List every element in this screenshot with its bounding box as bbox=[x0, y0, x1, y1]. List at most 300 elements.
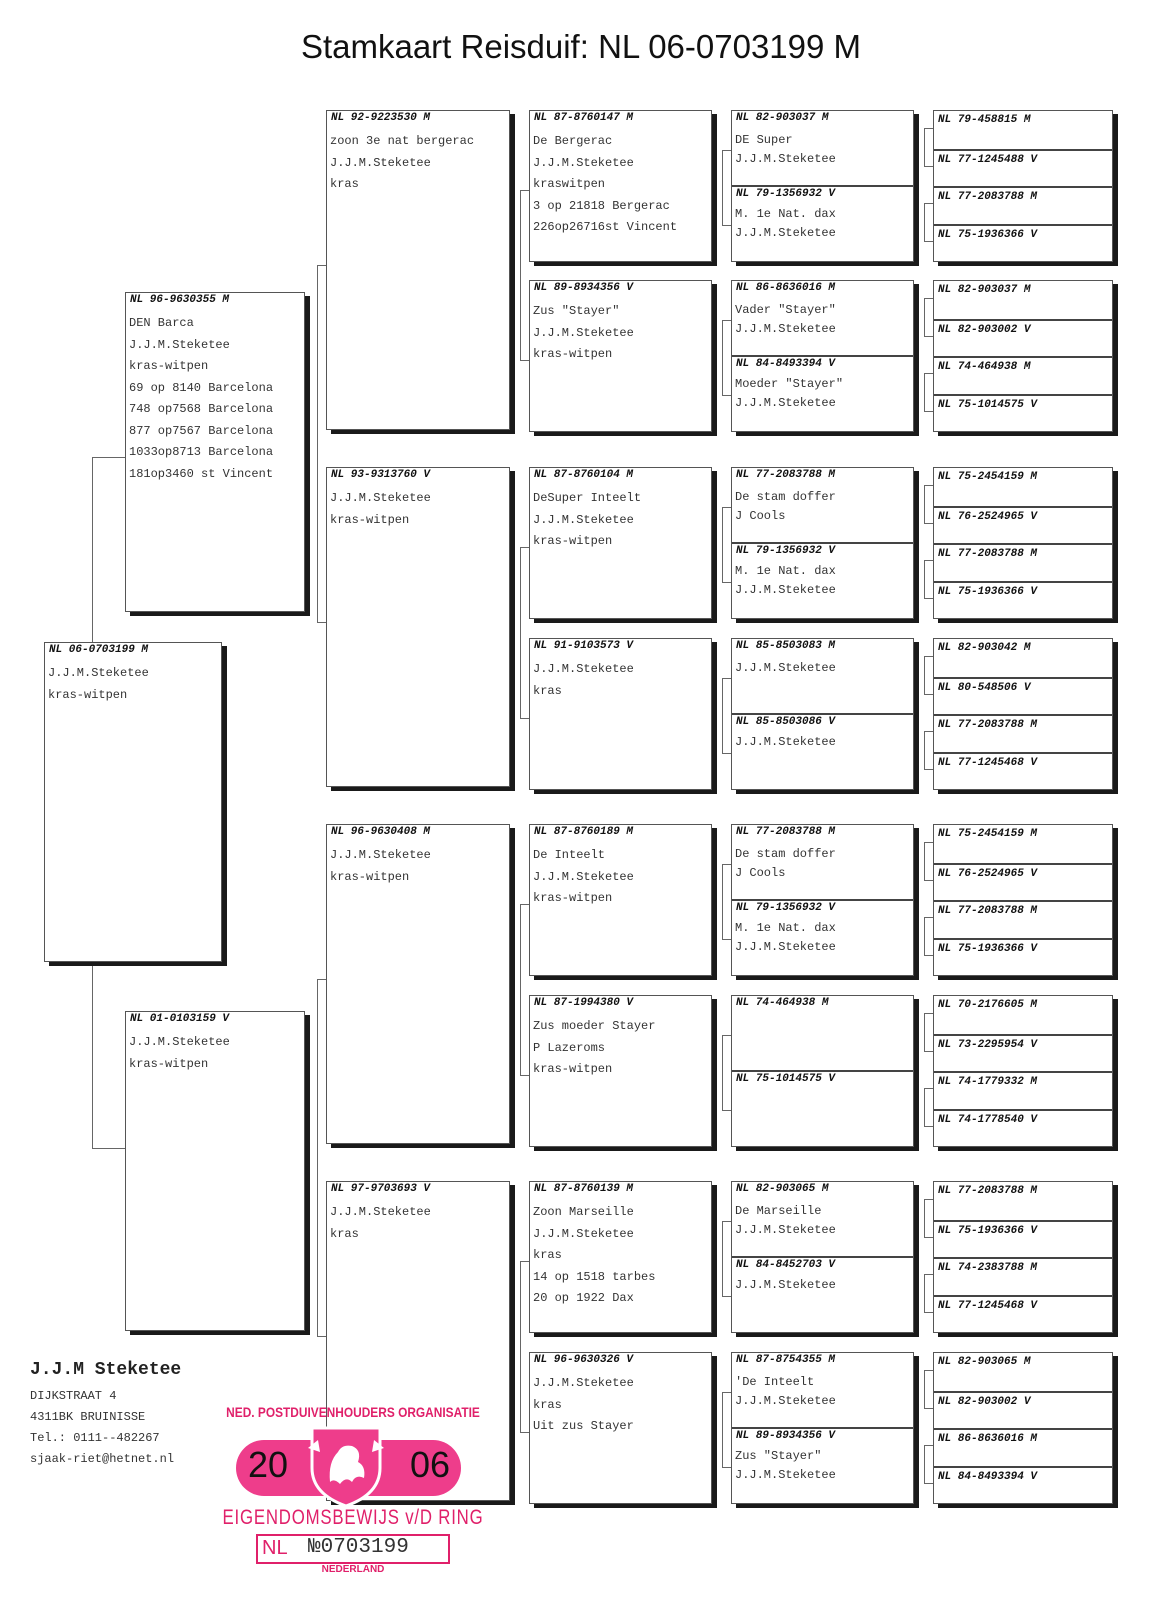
ring-number: NL 82-903002 V bbox=[938, 1395, 1031, 1408]
pigeon-card-pair-gen4 bbox=[731, 280, 914, 432]
ring-number: NL 75-1936366 V bbox=[938, 585, 1038, 598]
pigeon-half bbox=[732, 1427, 913, 1504]
pigeon-quarter bbox=[934, 1295, 1112, 1333]
pigeon-half bbox=[732, 1256, 913, 1333]
ring-number: NL 77-1245468 V bbox=[938, 1299, 1038, 1312]
connector-line bbox=[92, 962, 93, 1148]
pigeon-card-parent bbox=[125, 292, 305, 612]
pigeon-info-line: Zus "Stayer" bbox=[735, 1449, 822, 1463]
ring-number: NL 96-9630355 M bbox=[130, 294, 230, 306]
pigeon-half bbox=[732, 825, 913, 901]
pigeon-half bbox=[732, 355, 913, 432]
pigeon-info-line: De Bergerac bbox=[533, 134, 613, 148]
ring-number: NL 86-8636016 M bbox=[938, 1433, 1038, 1445]
pigeon-info-line: 1033op8713 Barcelona bbox=[129, 445, 274, 459]
pigeon-info-line: 69 op 8140 Barcelona bbox=[129, 380, 274, 395]
pigeon-info-line: P Lazeroms bbox=[533, 1040, 606, 1055]
pigeon-quarter bbox=[934, 356, 1112, 394]
ring-number: NL 74-464938 M bbox=[736, 997, 829, 1009]
ring-number: NL 89-8934356 V bbox=[736, 1430, 836, 1442]
ring-number: NL 73-2295954 V bbox=[938, 1038, 1038, 1051]
pigeon-card-great-grandparent bbox=[529, 1181, 712, 1333]
connector-line bbox=[924, 917, 933, 918]
ownership-stamp bbox=[188, 1392, 518, 1592]
pigeon-card-grandparent bbox=[326, 467, 510, 787]
connector-line bbox=[924, 1370, 925, 1408]
connector-line bbox=[924, 955, 933, 956]
ring-number: NL 06-0703199 M bbox=[49, 644, 149, 656]
pigeon-info-line: kras bbox=[533, 1397, 562, 1412]
connector-line bbox=[722, 678, 731, 679]
connector-line bbox=[722, 582, 731, 583]
pigeon-quarter bbox=[934, 1182, 1112, 1218]
pigeon-info-line: J.J.M.Steketee bbox=[533, 1376, 634, 1390]
connector-line bbox=[924, 917, 925, 955]
ring-number: NL 85-8503086 V bbox=[736, 716, 836, 728]
ring-number: NL 74-1778540 V bbox=[938, 1113, 1038, 1126]
ring-number: NL 70-2176605 M bbox=[938, 999, 1038, 1011]
pigeon-card-subject bbox=[44, 642, 222, 962]
pigeon-card-great-grandparent bbox=[529, 638, 712, 790]
connector-line bbox=[520, 1432, 529, 1433]
connector-line bbox=[722, 1221, 723, 1296]
connector-line bbox=[520, 904, 521, 1075]
ring-number: NL 74-1779332 M bbox=[938, 1076, 1038, 1088]
pigeon-half bbox=[732, 111, 913, 187]
pigeon-half bbox=[732, 1353, 913, 1429]
breeder-street: DIJKSTRAAT 4 bbox=[30, 1389, 117, 1403]
pigeon-info-line: kras-witpen bbox=[48, 687, 128, 702]
connector-line bbox=[924, 842, 925, 880]
pigeon-info-line: Zus "Stayer" bbox=[533, 304, 620, 318]
spacer bbox=[732, 1010, 913, 1016]
breeder-phone: Tel.: 0111--482267 bbox=[30, 1431, 160, 1445]
pigeon-info-line: J.J.M.Steketee bbox=[533, 869, 634, 884]
pigeon-card-quad-gen5 bbox=[933, 1181, 1113, 1333]
pigeon-quarter bbox=[934, 1071, 1112, 1109]
pigeon-info-line: J.J.M.Steketee bbox=[735, 226, 836, 240]
connector-line bbox=[924, 485, 925, 523]
pigeon-info-line: J Cools bbox=[735, 509, 786, 523]
breeder-address bbox=[30, 1360, 181, 1470]
pigeon-quarter bbox=[934, 543, 1112, 581]
ring-number: NL 75-1936366 V bbox=[938, 228, 1038, 241]
pigeon-info-line: kras-witpen bbox=[129, 359, 209, 373]
ring-number: NL 97-9703693 V bbox=[331, 1183, 431, 1195]
ring-number: NL 96-9630326 V bbox=[534, 1354, 634, 1366]
ring-number: NL 77-2083788 M bbox=[938, 548, 1038, 560]
connector-line bbox=[924, 694, 933, 695]
pigeon-quarter bbox=[934, 938, 1112, 976]
connector-line bbox=[924, 1013, 925, 1051]
connector-line bbox=[924, 373, 925, 411]
stamp-year-right: 06 bbox=[410, 1444, 451, 1485]
pigeon-info-line: J.J.M.Steketee bbox=[330, 155, 431, 170]
connector-line bbox=[924, 128, 933, 129]
connector-line bbox=[924, 1483, 933, 1484]
pigeon-info-line: J.J.M.Steketee bbox=[533, 1226, 634, 1241]
pigeon-quarter bbox=[934, 677, 1112, 715]
pigeon-info-line: 877 op7567 Barcelona bbox=[129, 423, 274, 438]
pigeon-info-line: De stam doffer bbox=[735, 490, 836, 504]
ring-number: NL 85-8503083 M bbox=[736, 640, 836, 652]
connector-line bbox=[924, 298, 933, 299]
connector-line bbox=[924, 1013, 933, 1014]
pigeon-quarter bbox=[934, 752, 1112, 790]
connector-line bbox=[924, 842, 933, 843]
pigeon-info-line: J.J.M.Steketee bbox=[330, 491, 431, 505]
connector-line bbox=[92, 457, 125, 458]
connector-line bbox=[722, 1035, 731, 1036]
pigeon-card-great-grandparent bbox=[529, 824, 712, 976]
pigeon-info-line: 'De Inteelt bbox=[735, 1375, 815, 1389]
pigeon-card-great-grandparent bbox=[529, 467, 712, 619]
pigeon-info-line: J.J.M.Steketee bbox=[735, 940, 836, 954]
pigeon-half bbox=[732, 1070, 913, 1147]
connector-line bbox=[722, 150, 723, 225]
ring-number: NL 77-2083788 M bbox=[736, 469, 836, 481]
pigeon-quarter bbox=[934, 1353, 1112, 1389]
connector-line bbox=[924, 373, 933, 374]
connector-line bbox=[722, 395, 731, 396]
connector-line bbox=[722, 864, 723, 939]
connector-line bbox=[722, 1467, 731, 1468]
ring-number: NL 82-903037 M bbox=[736, 112, 829, 124]
pigeon-half bbox=[732, 468, 913, 544]
pigeon-info-line: J.J.M.Steketee bbox=[330, 848, 431, 862]
pigeon-quarter bbox=[934, 996, 1112, 1032]
pigeon-quarter bbox=[934, 506, 1112, 544]
pigeon-card-quad-gen5 bbox=[933, 110, 1113, 262]
ring-number: NL 79-1356932 V bbox=[736, 188, 836, 200]
pigeon-card-quad-gen5 bbox=[933, 995, 1113, 1147]
connector-line bbox=[924, 1088, 933, 1089]
connector-line bbox=[924, 203, 925, 241]
connector-line bbox=[722, 753, 731, 754]
pigeon-half bbox=[732, 899, 913, 976]
ring-number: NL 74-2383788 M bbox=[938, 1262, 1038, 1274]
pigeon-quarter bbox=[934, 1220, 1112, 1258]
stamp-ownership-title: EIGENDOMSBEWIJS v/D RING bbox=[222, 1506, 484, 1529]
pigeon-quarter bbox=[934, 1034, 1112, 1072]
connector-line bbox=[317, 979, 326, 980]
connector-line bbox=[520, 1261, 529, 1262]
pigeon-card-great-grandparent bbox=[529, 995, 712, 1147]
connector-line bbox=[722, 1035, 723, 1110]
ring-number: NL 84-8493394 V bbox=[938, 1470, 1038, 1483]
pigeon-card-quad-gen5 bbox=[933, 1352, 1113, 1504]
connector-line bbox=[924, 1445, 933, 1446]
connector-line bbox=[722, 320, 731, 321]
page-title: Stamkaart Reisduif: NL 06-0703199 M bbox=[300, 28, 862, 65]
connector-line bbox=[924, 1445, 925, 1483]
ring-number: NL 75-2454159 M bbox=[938, 828, 1038, 840]
ring-number: NL 87-8760147 M bbox=[534, 112, 634, 124]
connector-line bbox=[722, 1221, 731, 1222]
pigeon-quarter bbox=[934, 1466, 1112, 1504]
ring-number: NL 96-9630408 M bbox=[331, 826, 431, 838]
connector-line bbox=[317, 265, 318, 622]
pigeon-info-line: Uit zus Stayer bbox=[533, 1419, 634, 1433]
pigeon-info-line: De Inteelt bbox=[533, 848, 606, 862]
pigeon-info-line: kras-witpen bbox=[129, 1056, 209, 1071]
connector-line bbox=[722, 507, 723, 582]
pigeon-info-line: M. 1e Nat. dax bbox=[735, 564, 836, 578]
pigeon-quarter bbox=[934, 224, 1112, 262]
pigeon-card-pair-gen4 bbox=[731, 110, 914, 262]
pigeon-info-line: J.J.M.Steketee bbox=[735, 1278, 836, 1292]
ring-number: NL 79-1356932 V bbox=[736, 902, 836, 914]
pigeon-card-great-grandparent bbox=[529, 280, 712, 432]
pigeon-info-line: 181op3460 st Vincent bbox=[129, 466, 274, 481]
pigeon-half bbox=[732, 185, 913, 262]
stamp-ring-number-box bbox=[256, 1534, 450, 1564]
connector-line bbox=[722, 1392, 731, 1393]
connector-line bbox=[92, 1148, 125, 1149]
pigeon-info-line: 226op26716st Vincent bbox=[533, 220, 678, 234]
connector-line bbox=[520, 547, 521, 718]
pigeon-quarter bbox=[934, 1391, 1112, 1429]
connector-line bbox=[924, 241, 933, 242]
ring-number: NL 77-2083788 M bbox=[938, 905, 1038, 917]
ring-number: NL 91-9103573 V bbox=[534, 640, 634, 652]
connector-line bbox=[924, 731, 925, 769]
connector-line bbox=[317, 979, 318, 1336]
pigeon-quarter bbox=[934, 111, 1112, 147]
pigeon-info-line: zoon 3e nat bergerac bbox=[330, 134, 475, 148]
connector-line bbox=[722, 507, 731, 508]
connector-line bbox=[92, 457, 93, 642]
ring-number: NL 86-8636016 M bbox=[736, 282, 836, 294]
pigeon-info-line: kras bbox=[533, 1248, 562, 1262]
ring-number: NL 76-2524965 V bbox=[938, 510, 1038, 523]
connector-line bbox=[520, 904, 529, 905]
connector-line bbox=[924, 598, 933, 599]
connector-line bbox=[924, 1408, 933, 1409]
connector-line bbox=[924, 1088, 925, 1126]
pigeon-info-line: J.J.M.Steketee bbox=[735, 152, 836, 166]
pigeon-card-quad-gen5 bbox=[933, 638, 1113, 790]
pigeon-card-quad-gen5 bbox=[933, 824, 1113, 976]
ring-number: NL 87-8760189 M bbox=[534, 826, 634, 838]
ring-number: NL 89-8934356 V bbox=[534, 282, 634, 294]
pigeon-quarter bbox=[934, 863, 1112, 901]
pigeon-info-line: kras-witpen bbox=[330, 512, 410, 527]
stamp-ring-prefix: NL bbox=[262, 1537, 288, 1559]
pigeon-info-line: J Cools bbox=[735, 866, 786, 880]
pigeon-info-line: J.J.M.Steketee bbox=[735, 1468, 836, 1482]
connector-line bbox=[924, 411, 933, 412]
pigeon-info-line: kras-witpen bbox=[330, 869, 410, 884]
lion-crest-icon bbox=[306, 1422, 386, 1508]
pigeon-info-line: kras-witpen bbox=[533, 534, 613, 548]
pigeon-info-line: kras-witpen bbox=[533, 1062, 613, 1076]
connector-line bbox=[722, 939, 731, 940]
pigeon-info-line: 14 op 1518 tarbes bbox=[533, 1269, 656, 1284]
pigeon-info-line: J.J.M.Steketee bbox=[735, 661, 836, 675]
pigeon-info-line: kras bbox=[533, 683, 562, 698]
pigeon-half bbox=[732, 281, 913, 357]
pigeon-half bbox=[732, 542, 913, 619]
pigeon-quarter bbox=[934, 825, 1112, 861]
breeder-city: 4311BK BRUINISSE bbox=[30, 1410, 146, 1424]
stamp-ring-number: №0703199 bbox=[308, 1536, 409, 1559]
pigeon-info-line: Zus moeder Stayer bbox=[533, 1019, 656, 1033]
ring-number: NL 79-1356932 V bbox=[736, 545, 836, 557]
pigeon-info-line: 3 op 21818 Bergerac bbox=[533, 198, 670, 213]
pigeon-quarter bbox=[934, 1109, 1112, 1147]
pigeon-info-line: kras bbox=[330, 1226, 359, 1241]
ring-number: NL 75-2454159 M bbox=[938, 471, 1038, 483]
connector-line bbox=[924, 1237, 933, 1238]
connector-line bbox=[924, 656, 925, 694]
ring-number: NL 92-9223530 M bbox=[331, 112, 431, 124]
pigeon-info-line: J.J.M.Steketee bbox=[330, 1205, 431, 1219]
pigeon-info-line: M. 1e Nat. dax bbox=[735, 207, 836, 221]
pigeon-info-line: J.J.M.Steketee bbox=[129, 337, 230, 352]
pigeon-info-line: J.J.M.Steketee bbox=[735, 396, 836, 410]
connector-line bbox=[924, 656, 933, 657]
ring-number: NL 80-548506 V bbox=[938, 681, 1031, 694]
pigeon-info-line: J.J.M.Steketee bbox=[48, 666, 149, 680]
connector-line bbox=[924, 166, 933, 167]
connector-line bbox=[520, 190, 529, 191]
ring-number: NL 79-458815 M bbox=[938, 114, 1031, 126]
pigeon-info-line: J.J.M.Steketee bbox=[129, 1035, 230, 1049]
pigeon-quarter bbox=[934, 1428, 1112, 1466]
ring-number: NL 82-903037 M bbox=[938, 284, 1031, 296]
pigeon-quarter bbox=[934, 149, 1112, 187]
ring-number: NL 82-903065 M bbox=[736, 1183, 829, 1195]
connector-line bbox=[924, 336, 933, 337]
pigeon-info-line: J.J.M.Steketee bbox=[735, 1223, 836, 1237]
pigeon-card-great-grandparent bbox=[529, 1352, 712, 1504]
pigeon-info-line: 20 op 1922 Dax bbox=[533, 1291, 634, 1305]
connector-line bbox=[924, 128, 925, 166]
pigeon-half bbox=[732, 996, 913, 1072]
pigeon-info-line: DEN Barca bbox=[129, 316, 194, 330]
connector-line bbox=[722, 320, 723, 395]
pigeon-info-line: J.J.M.Steketee bbox=[533, 662, 634, 676]
pigeon-quarter bbox=[934, 281, 1112, 317]
pigeon-quarter bbox=[934, 186, 1112, 224]
connector-line bbox=[317, 622, 326, 623]
ring-number: NL 87-8760104 M bbox=[534, 469, 634, 481]
connector-line bbox=[722, 150, 731, 151]
ring-number: NL 84-8493394 V bbox=[736, 358, 836, 370]
pigeon-info-line: J.J.M.Steketee bbox=[735, 322, 836, 336]
connector-line bbox=[924, 560, 933, 561]
pigeon-info-line: kraswitpen bbox=[533, 177, 606, 191]
connector-line bbox=[924, 298, 925, 336]
pigeon-card-pair-gen4 bbox=[731, 1181, 914, 1333]
ring-number: NL 87-1994380 V bbox=[534, 997, 634, 1009]
connector-line bbox=[722, 864, 731, 865]
pigeon-half bbox=[732, 1182, 913, 1258]
ring-number: NL 01-0103159 V bbox=[130, 1013, 230, 1025]
ring-number: NL 87-8760139 M bbox=[534, 1183, 634, 1195]
pigeon-card-grandparent bbox=[326, 824, 510, 1144]
connector-line bbox=[722, 1296, 731, 1297]
pigeon-half bbox=[732, 639, 913, 715]
pigeon-card-pair-gen4 bbox=[731, 467, 914, 619]
pigeon-card-pair-gen4 bbox=[731, 995, 914, 1147]
ring-number: NL 82-903042 M bbox=[938, 642, 1031, 654]
pigeon-quarter bbox=[934, 319, 1112, 357]
ring-number: NL 82-903002 V bbox=[938, 323, 1031, 336]
ring-number: NL 74-464938 M bbox=[938, 361, 1031, 373]
connector-line bbox=[924, 1312, 933, 1313]
pigeon-quarter bbox=[934, 714, 1112, 752]
pigeon-info-line: M. 1e Nat. dax bbox=[735, 921, 836, 935]
connector-line bbox=[722, 225, 731, 226]
pigeon-info-line: DE Super bbox=[735, 133, 793, 147]
pigeon-info-line: J.J.M.Steketee bbox=[533, 512, 634, 527]
spacer bbox=[732, 1086, 913, 1090]
stamp-country: NEDERLAND bbox=[321, 1564, 385, 1575]
breeder-email: sjaak-riet@hetnet.nl bbox=[30, 1452, 175, 1466]
connector-line bbox=[924, 1199, 933, 1200]
ring-number: NL 77-2083788 M bbox=[736, 826, 836, 838]
connector-line bbox=[924, 1199, 925, 1237]
pigeon-info-line: J.J.M.Steketee bbox=[735, 735, 836, 749]
connector-line bbox=[924, 880, 933, 881]
connector-line bbox=[924, 769, 933, 770]
connector-line bbox=[722, 678, 723, 753]
pigeon-card-parent bbox=[125, 1011, 305, 1331]
pigeon-info-line: Zoon Marseille bbox=[533, 1205, 634, 1219]
ring-number: NL 77-2083788 M bbox=[938, 1185, 1038, 1197]
connector-line bbox=[924, 1370, 933, 1371]
ring-number: NL 82-903065 M bbox=[938, 1356, 1031, 1368]
pigeon-info-line: J.J.M.Steketee bbox=[533, 155, 634, 170]
pigeon-card-pair-gen4 bbox=[731, 1352, 914, 1504]
ring-number: NL 77-1245468 V bbox=[938, 756, 1038, 769]
connector-line bbox=[520, 190, 521, 360]
ring-number: NL 76-2524965 V bbox=[938, 867, 1038, 880]
connector-line bbox=[520, 360, 529, 361]
breeder-name: J.J.M Steketee bbox=[30, 1360, 182, 1380]
connector-line bbox=[317, 265, 326, 266]
connector-line bbox=[520, 1261, 521, 1432]
pigeon-info-line: kras-witpen bbox=[533, 347, 613, 361]
pigeon-info-line: kras-witpen bbox=[533, 891, 613, 905]
pigeon-info-line: DeSuper Inteelt bbox=[533, 491, 642, 505]
ring-number: NL 77-1245488 V bbox=[938, 153, 1038, 166]
pigeon-quarter bbox=[934, 1257, 1112, 1295]
stamp-organisation: NED. POSTDUIVENHOUDERS ORGANISATIE bbox=[226, 1404, 480, 1420]
connector-line bbox=[924, 1126, 933, 1127]
connector-line bbox=[722, 1392, 723, 1467]
pigeon-info-line: De Marseille bbox=[735, 1204, 822, 1218]
pigeon-card-quad-gen5 bbox=[933, 467, 1113, 619]
pigeon-info-line: Vader "Stayer" bbox=[735, 303, 836, 317]
ring-number: NL 75-1014575 V bbox=[736, 1073, 836, 1085]
pigeon-card-pair-gen4 bbox=[731, 638, 914, 790]
pigeon-info-line: 748 op7568 Barcelona bbox=[129, 402, 274, 416]
connector-line bbox=[520, 718, 529, 719]
pigeon-quarter bbox=[934, 468, 1112, 504]
connector-line bbox=[722, 1110, 731, 1111]
ring-number: NL 77-2083788 M bbox=[938, 719, 1038, 731]
connector-line bbox=[520, 547, 529, 548]
connector-line bbox=[924, 1051, 933, 1052]
connector-line bbox=[924, 560, 925, 598]
connector-line bbox=[924, 485, 933, 486]
connector-line bbox=[924, 1274, 925, 1312]
pigeon-quarter bbox=[934, 639, 1112, 675]
pigeon-card-quad-gen5 bbox=[933, 280, 1113, 432]
